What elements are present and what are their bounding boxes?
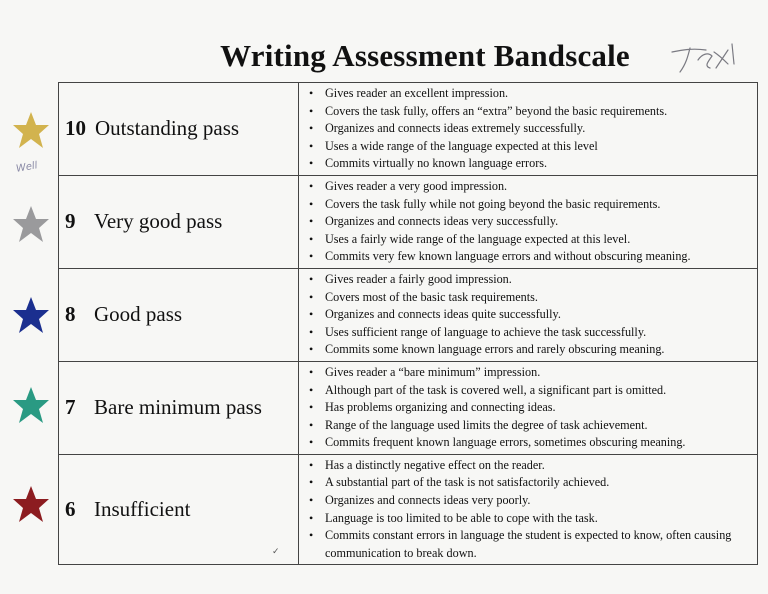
band-number: 7 [65,395,76,420]
descriptor-item: • Gives reader a fairly good impression. [325,271,753,289]
descriptor-item: • Organizes and connects ideas extremely successfully. [325,120,753,138]
band-cell [59,268,299,361]
band-row-10 [59,83,758,176]
band-cell [59,175,299,268]
descriptor-item: • Organizes and connects ideas very successfully. [325,213,753,231]
descriptor-item: • A substantial part of the task is not satisfactorily achieved. [325,474,753,492]
descriptor-item: • Organizes and connects ideas quite successfully. [325,306,753,324]
star-band-6 [11,484,51,524]
pen-tick-mark: ✓ [272,546,280,556]
band-cell [59,454,299,565]
descriptor-item: • Organizes and connects ideas very poorly. [325,492,753,510]
star-band-9 [11,204,51,244]
band-number: 8 [65,302,76,327]
descriptor-item: • Has a distinctly negative effect on the reader. [325,457,753,475]
descriptor-item: • Gives reader a very good impression. [325,178,753,196]
band-number: 6 [65,497,76,522]
descriptor-item: • Uses sufficient range of language to achieve the task successfully. [325,324,753,342]
descriptor-item: • Commits frequent known language errors, sometimes obscuring meaning. [325,434,753,452]
descriptor-item: • Covers the task fully while not going beyond the basic requirements. [325,196,753,214]
descriptor-item: • Language is too limited to be able to cope with the task. [325,510,753,528]
descriptor-item: • Commits virtually no known language errors. [325,155,753,173]
band-descriptors [299,175,758,268]
descriptor-item: • Commits very few known language errors and without obscuring meaning. [325,248,753,266]
descriptor-item: • Gives reader an excellent impression. [325,85,753,103]
star-band-10 [11,110,51,150]
star-band-8 [11,295,51,335]
band-label: Good pass [94,302,183,327]
band-descriptors [299,268,758,361]
band-row-8 [59,268,758,361]
handwritten-margin-note: Well [15,160,39,175]
descriptor-item: • Uses a wide range of the language expected at this level [325,138,753,156]
band-number: 9 [65,209,76,234]
descriptor-item: • Range of the language used limits the degree of task achievement. [325,417,753,435]
star-band-7 [11,385,51,425]
band-number: 10 [65,116,86,141]
band-row-9 [59,175,758,268]
descriptor-item: • Uses a fairly wide range of the language expected at this level. [325,231,753,249]
band-cell [59,361,299,454]
band-row-6 [59,454,758,565]
band-label: Outstanding pass [95,116,240,141]
band-label: Insufficient [94,497,191,522]
descriptor-item: • Commits constant errors in language the student is expected to know, often causing communication to break down. [325,527,753,562]
page-title: Writing Assessment Bandscale [220,38,630,73]
band-cell [59,83,299,176]
descriptor-item: • Although part of the task is covered well, a significant part is omitted. [325,382,753,400]
band-label: Bare minimum pass [94,395,262,420]
band-descriptors [299,83,758,176]
descriptor-item: • Covers the task fully, offers an “extra” beyond the basic requirements. [325,103,753,121]
descriptor-item: • Covers most of the basic task requirements. [325,289,753,307]
band-descriptors [299,361,758,454]
descriptor-item: • Has problems organizing and connecting ideas. [325,399,753,417]
descriptor-item: • Commits some known language errors and rarely obscuring meaning. [325,341,753,359]
bandscale-table [58,82,758,565]
descriptor-item: • Gives reader a “bare minimum” impression. [325,364,753,382]
handwritten-initials [668,38,742,78]
band-descriptors [299,454,758,565]
band-row-7 [59,361,758,454]
band-label: Very good pass [94,209,223,234]
